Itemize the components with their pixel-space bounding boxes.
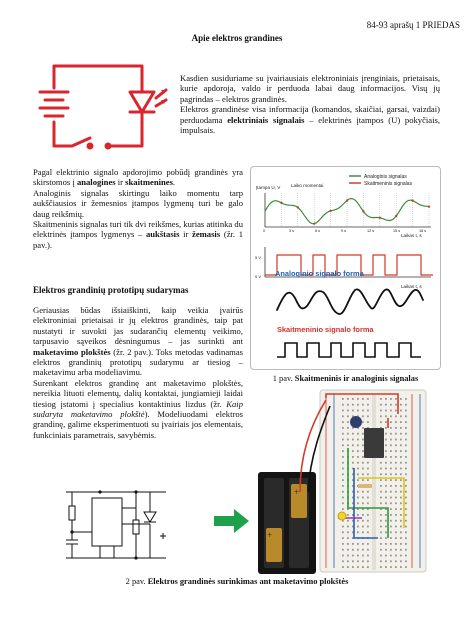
arrow-right-icon — [214, 508, 250, 534]
battery-led-switch-circuit-icon — [32, 60, 172, 152]
signals-text-1e: . — [172, 177, 176, 188]
v-tick-low: 0 V — [255, 274, 262, 279]
figure1-caption-num: 1 pav. — [272, 374, 295, 383]
battery-plus-left: + — [267, 530, 273, 540]
digital-waveform — [275, 337, 425, 361]
signals-text-1c: ir — [115, 177, 126, 188]
v-tick-high: 5 V — [255, 255, 262, 260]
intro-text-2a: Elektros grandinėse visa informacija (komandos, skaičiai, garsai, vaizdai) perduodama — [180, 104, 440, 125]
figure1-caption — [250, 374, 441, 383]
signals-text-1a: Pagal elektrinio signalo apdorojimo pobūdį grandinės yra skirstomos į — [33, 167, 243, 188]
section2-paragraph — [33, 305, 243, 440]
analog-waveform — [275, 282, 425, 322]
signals-text-3a: Skaitmeninis signalas turi tik dvi reikšmes, kurias atitinka du elektrinės įtampos lygmenys – — [33, 219, 243, 240]
signals-text-3e: (žr. 1 pav.). — [33, 229, 244, 250]
time-tick-label: 0 — [263, 229, 266, 233]
intro-paragraph — [180, 73, 440, 135]
signals-text-2: Analoginis signalas skirtingu laiko momentu tarp aukščiausios ir žemesnios įtampos lygmenų turi be galo daug reikšmių. — [33, 187, 243, 219]
signals-figure — [250, 166, 441, 370]
axis-time-moment-label: Laiko momentai — [291, 183, 324, 188]
time-tick-label: 12 s — [367, 229, 375, 233]
legend-digital-label: Skaitmeninis signalas — [364, 181, 413, 187]
signals-text-3c: ir — [179, 229, 192, 240]
signals-text-digital: skaitmenines — [125, 177, 173, 188]
signals-text-low: žemasis — [192, 229, 221, 240]
figure2-caption — [0, 577, 474, 586]
signals-text-high: aukštasis — [145, 229, 180, 240]
section2-text-1a: Geriausias būdas išsiaiškinti, kaip veikia įvairūs elektroniniai prietaisai ir jų elektros grandinės, taip pat nustatyti ir suvokti jas sudarančių elementų veikimo, tarpusavio sąveikos dėsningumus – jas surinkti ant — [33, 305, 243, 347]
time-tick-label: 6 s — [315, 229, 321, 233]
battery-plus-right: + — [294, 487, 300, 497]
capacitor — [350, 416, 362, 428]
document-reference: 84-93 aprašų 1 PRIEDAS — [366, 20, 460, 30]
time-tick-label: 15 s — [393, 229, 401, 233]
axis-x-bottom-label: Laikas t, s — [401, 284, 422, 289]
circuit-schematic — [60, 484, 172, 568]
figure2-caption-num: 2 pav. — [125, 577, 148, 586]
intro-text-2c: – elektrinės įtampos (U) pokyčiais, impulsais. — [180, 114, 441, 136]
battery-slot-left — [264, 478, 284, 568]
time-tick-label: 18 s — [419, 229, 427, 233]
axis-y-label: Įtampa U, V — [256, 185, 281, 190]
time-tick-label: 3 s — [289, 229, 295, 233]
time-tick-label: 9 s — [341, 229, 347, 233]
signals-text-analog: analogines — [76, 177, 116, 188]
section2-text-breadboard: maketavimo plokštės — [33, 346, 111, 357]
section2-text-1c: (žr. 2 pav.). Toks metodas vadinamas elektros grandinių prototipų sudarymu ar tiesiog – maketavimu arba modeliavimu. — [33, 346, 244, 378]
axis-x-top-label: Laikas t, s — [401, 233, 422, 238]
legend-analog-label: Analoginis signalas — [364, 174, 407, 180]
figure1-caption-text: Skaitmeninis ir analoginis signalas — [294, 374, 419, 383]
signals-paragraph — [33, 167, 243, 250]
page-title: Apie elektros grandines — [191, 33, 283, 43]
section2-text-2a: Surenkant elektros grandinę ant maketavimo plokštės, nereikia lituoti elementų, dalių kontaktai, jungiamieji laidai tiesiog įstatomi į specialius kontaktinius lizdus (žr. — [33, 377, 243, 409]
ic-chip — [364, 428, 384, 458]
intro-text-1: Kasdien susiduriame su įvairiausiais elektroniniais įrenginiais, prietaisais, kurie apdoroja, valdo ir perduoda labai daug informacijos. Visų jų pagrindas – elektros grandinės. — [180, 73, 440, 104]
resistor — [358, 484, 372, 488]
analog-form-label: Analoginio signalo forma — [275, 269, 364, 278]
section2-text-link: Kaip sudaryta maketavimo plokštė — [33, 398, 243, 420]
led — [338, 512, 346, 520]
intro-text-2b: elektriniais signalais — [227, 114, 305, 125]
section-heading: Elektros grandinių prototipų sudarymas — [33, 285, 189, 295]
battery-leads — [296, 396, 336, 496]
digital-form-label: Skaitmeninio signalo forma — [277, 325, 374, 334]
section2-text-2c: ). Modeliuodami elektros grandinę, galime eksperimentuoti su įvairiais jos elementais, funkciniais parametrais, savybėmis. — [33, 409, 243, 440]
figure2-caption-text: Elektros grandinės surinkimas ant maketavimo plokštės — [147, 577, 349, 586]
